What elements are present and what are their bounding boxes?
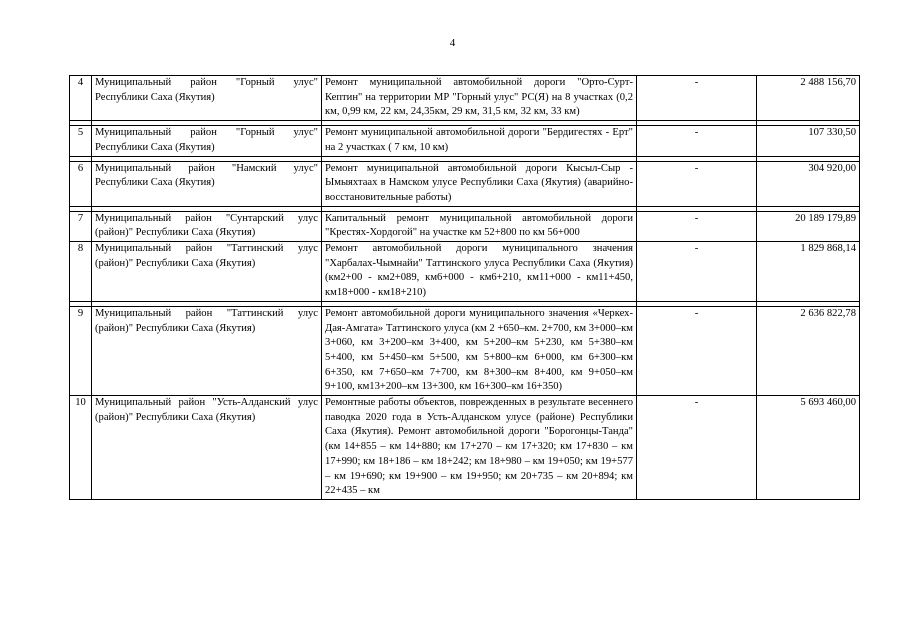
table-row [70, 76, 860, 121]
work-description-cell: Ремонт автомобильной дороги муниципального значения «Черкех-Дая-Амгата» Таттинского улуса (км 2 +650–км. 2+700, км 3+000–км 3+060, км 3+200–км 3+400, км 5+200–км 5+230, км 5+380–км 5+400, км 5+450–км 5+500, км 5+800–км 6+000, км 6+300–км 6+350, км 7+650–км 7+700, км 8+300–км 8+400, км 9+050–км 9+100, км13+200–км 13+300, км 16+300–км 16+350) [322, 306, 637, 395]
dash-cell: - [637, 211, 757, 241]
district-cell: Муниципальный район "Горный улус" Республики Саха (Якутия) [92, 126, 322, 156]
dash-cell: - [637, 161, 757, 206]
work-description-cell: Ремонт муниципальной автомобильной дороги "Бердигестях - Ерт" на 2 участках ( 7 км, 10 км) [322, 126, 637, 156]
work-description-cell: Ремонтные работы объектов, поврежденных в результате весеннего паводка 2020 года в Усть-Алданском улусе (районе) Республики Саха (Якутия). Ремонт автомобильной дороги "Борогонцы-Танда" (км 14+855 – км 14+880; км 17+270 – км 17+320; км 17+830 – км 17+990; км 18+186 – км 18+242; км 18+980 – км 19+050; км 19+577 – км 19+690; км 19+900 – км 19+950; км 20+735 – км 20+894; км 22+435 – км [322, 396, 637, 500]
amount-cell: 20 189 179,89 [757, 211, 860, 241]
amount-cell: 107 330,50 [757, 126, 860, 156]
page-number: 4 [449, 37, 456, 49]
dash-cell: - [637, 306, 757, 395]
work-description-cell: Капитальный ремонт муниципальной автомобильной дороги "Крестях-Хордогой" на участке км 52+800 по км 56+000 [322, 211, 637, 241]
row-number: 7 [70, 211, 92, 241]
work-description-cell: Ремонт автомобильной дороги муниципального значения "Харбалах-Чымнайи" Таттинского улуса Республики Саха (Якутия) (км2+00 - км2+089, км6+000 - км6+210, км11+000 - км11+450, км18+000 - км18+210) [322, 242, 637, 302]
row-number: 4 [70, 76, 92, 121]
district-cell: Муниципальный район "Сунтарский улус (район)" Республики Саха (Якутия) [92, 211, 322, 241]
dash-cell: - [637, 242, 757, 302]
amount-cell: 2 488 156,70 [757, 76, 860, 121]
row-number: 10 [70, 396, 92, 500]
table-row [70, 396, 860, 500]
work-description-cell: Ремонт муниципальной автомобильной дороги "Орто-Сурт-Кептин" на территории МР "Горный улус" РС(Я) на 8 участках (0,2 км, 0,99 км, 22 км, 24,35км, 29 км, 31,5 км, 32 км, 33 км) [322, 76, 637, 121]
dash-cell: - [637, 76, 757, 121]
district-cell: Муниципальный район "Таттинский улус (район)" Республики Саха (Якутия) [92, 242, 322, 302]
table-row [70, 161, 860, 206]
amount-cell: 1 829 868,14 [757, 242, 860, 302]
district-cell: Муниципальный район "Горный улус" Республики Саха (Якутия) [92, 76, 322, 121]
table-row [70, 306, 860, 395]
district-cell: Муниципальный район "Усть-Алданский улус (район)" Республики Саха (Якутия) [92, 396, 322, 500]
work-description-cell: Ремонт муниципальной автомобильной дороги Кысыл-Сыр - Ымыяхтаах в Намском улусе Республики Саха (Якутия) (аварийно-восстановительные работы) [322, 161, 637, 206]
row-number: 9 [70, 306, 92, 395]
table-row [70, 242, 860, 302]
row-number: 6 [70, 161, 92, 206]
row-number: 8 [70, 242, 92, 302]
works-table [69, 75, 860, 500]
dash-cell: - [637, 126, 757, 156]
district-cell: Муниципальный район "Таттинский улус (район)" Республики Саха (Якутия) [92, 306, 322, 395]
table-row [70, 126, 860, 156]
dash-cell: - [637, 396, 757, 500]
district-cell: Муниципальный район "Намский улус" Республики Саха (Якутия) [92, 161, 322, 206]
table-row [70, 211, 860, 241]
row-number: 5 [70, 126, 92, 156]
amount-cell: 304 920,00 [757, 161, 860, 206]
amount-cell: 5 693 460,00 [757, 396, 860, 500]
amount-cell: 2 636 822,78 [757, 306, 860, 395]
